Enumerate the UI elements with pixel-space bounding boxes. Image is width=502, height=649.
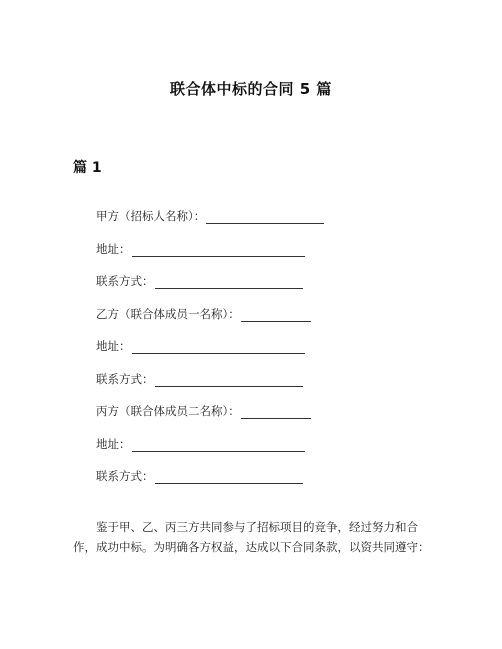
party-b-name-field [96, 306, 311, 322]
field-label: 丙方（联合体成员二名称）： [96, 404, 240, 418]
document-title: 联合体中标的合同 5 篇 [170, 80, 332, 98]
field-label: 联系方式： [96, 372, 154, 386]
field-label: 地址： [96, 339, 131, 353]
party-a-name-field [96, 208, 324, 224]
party-c-contact-field [96, 468, 303, 484]
field-label: 地址： [96, 437, 131, 451]
section-heading: 篇 1 [73, 160, 102, 176]
party-b-address-field [96, 338, 305, 354]
field-label: 地址： [96, 242, 131, 256]
fill-in-blank [241, 407, 311, 419]
field-label: 联系方式： [96, 274, 154, 288]
fill-in-blank [206, 212, 324, 224]
fill-in-blank [241, 310, 311, 322]
fill-in-blank [155, 277, 303, 289]
fill-in-blank [132, 245, 305, 257]
party-a-contact-field [96, 273, 303, 289]
fill-in-blank [132, 342, 305, 354]
fill-in-blank [155, 375, 303, 387]
party-c-name-field [96, 403, 311, 419]
party-a-address-field [96, 241, 305, 257]
fill-in-blank [155, 472, 303, 484]
field-label: 联系方式： [96, 469, 154, 483]
field-label: 乙方（联合体成员一名称）： [96, 307, 240, 321]
field-label: 甲方（招标人名称）： [96, 209, 206, 223]
fill-in-blank [132, 440, 305, 452]
party-c-address-field [96, 436, 305, 452]
party-b-contact-field [96, 371, 303, 387]
intro-paragraph: 鉴于甲、乙、丙三方共同参与了招标项目的竞争，经过努力和合作，成功中标。为明确各方权益，达成以下合同条款，以资共同遵守： [73, 520, 430, 554]
